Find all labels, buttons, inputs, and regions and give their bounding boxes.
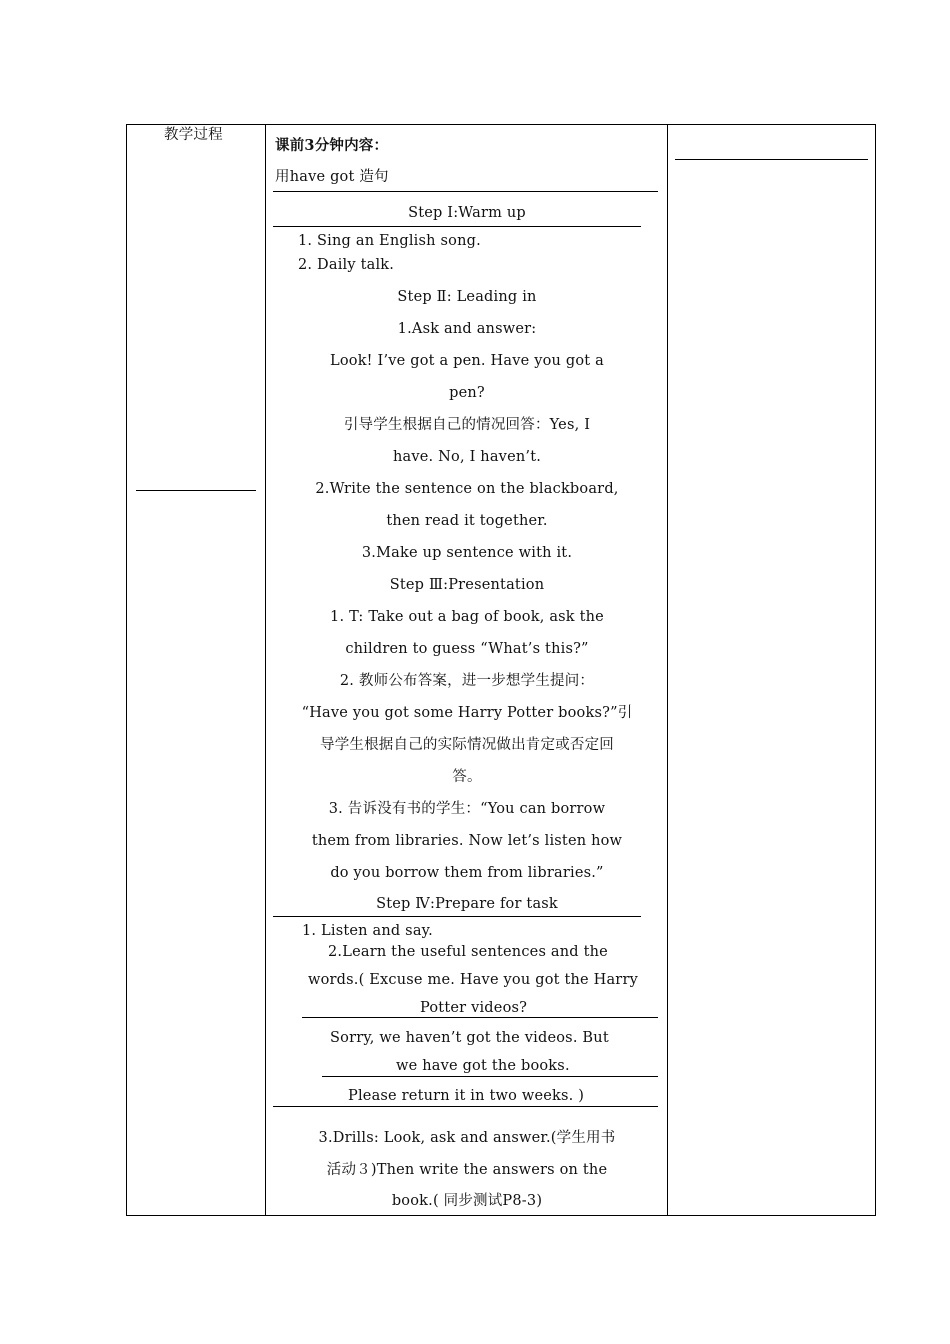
body-line: 答。: [452, 769, 482, 785]
rule: [302, 1017, 658, 1018]
body-line: 引导学生根据自己的情况回答：Yes, I: [343, 417, 591, 433]
lesson-table: [126, 124, 876, 1216]
body-line: words.( Excuse me. Have you got the Harry: [308, 972, 638, 988]
body-line: 3.Make up sentence with it.: [361, 545, 573, 561]
body-line: “Have you got some Harry Potter books?”引: [301, 705, 633, 721]
body-line: 2.Write the sentence on the blackboard,: [315, 481, 619, 497]
step1-title: Step Ⅰ:Warm up: [408, 205, 526, 221]
list-item: 2. Daily talk.: [298, 257, 395, 273]
rule: [295, 1215, 641, 1216]
body-line: then read it together.: [386, 513, 548, 529]
pre-class-subtitle: 用have got 造句: [275, 169, 389, 185]
left-col-rule: [136, 490, 256, 491]
body-line: 3.Drills: Look, ask and answer.(学生用书: [318, 1130, 616, 1146]
body-line: pen?: [449, 385, 485, 401]
body-line: 1.Ask and answer:: [397, 321, 537, 337]
body-line: Please return it in two weeks. ): [348, 1088, 585, 1104]
body-line: 3. 告诉没有书的学生：“You can borrow: [328, 801, 606, 817]
column-divider-2: [667, 125, 668, 1215]
rule: [273, 1106, 658, 1107]
body-line: 活动３)Then write the answers on the: [326, 1162, 608, 1178]
body-line: children to guess “What’s this?”: [345, 641, 589, 657]
body-line: Look! I’ve got a pen. Have you got a: [330, 353, 604, 369]
rule: [273, 916, 641, 917]
rule: [273, 191, 658, 192]
list-item: 1. Listen and say.: [302, 923, 433, 939]
step2-title: Step Ⅱ: Leading in: [397, 289, 537, 305]
body-line: book.( 同步测试P8-3): [391, 1193, 543, 1209]
pre-class-title: 课前3分钟内容：: [275, 137, 389, 154]
body-line: 2. 教师公布答案，进一步想学生提问：: [339, 673, 595, 689]
body-line: do you borrow them from libraries.”: [330, 865, 604, 881]
right-col-rule: [675, 159, 868, 160]
list-item: 1. Sing an English song.: [298, 233, 481, 249]
column-divider-1: [265, 125, 266, 1215]
rule: [273, 226, 641, 227]
process-label: 教学过程: [164, 127, 223, 143]
body-line: Potter videos?: [420, 1000, 528, 1016]
body-line: 导学生根据自己的实际情况做出肯定或否定回: [320, 737, 614, 753]
step4-title: Step Ⅳ:Prepare for task: [376, 896, 558, 912]
step3-title: Step Ⅲ:Presentation: [389, 577, 545, 593]
body-line: 2.Learn the useful sentences and the: [328, 944, 608, 960]
body-line: Sorry, we haven’t got the videos. But: [330, 1030, 609, 1046]
body-line: them from libraries. Now let’s listen how: [311, 833, 623, 849]
body-line: we have got the books.: [396, 1058, 570, 1074]
body-line: 1. T: Take out a bag of book, ask the: [330, 609, 604, 625]
rule: [322, 1076, 658, 1077]
body-line: have. No, I haven’t.: [392, 449, 542, 465]
